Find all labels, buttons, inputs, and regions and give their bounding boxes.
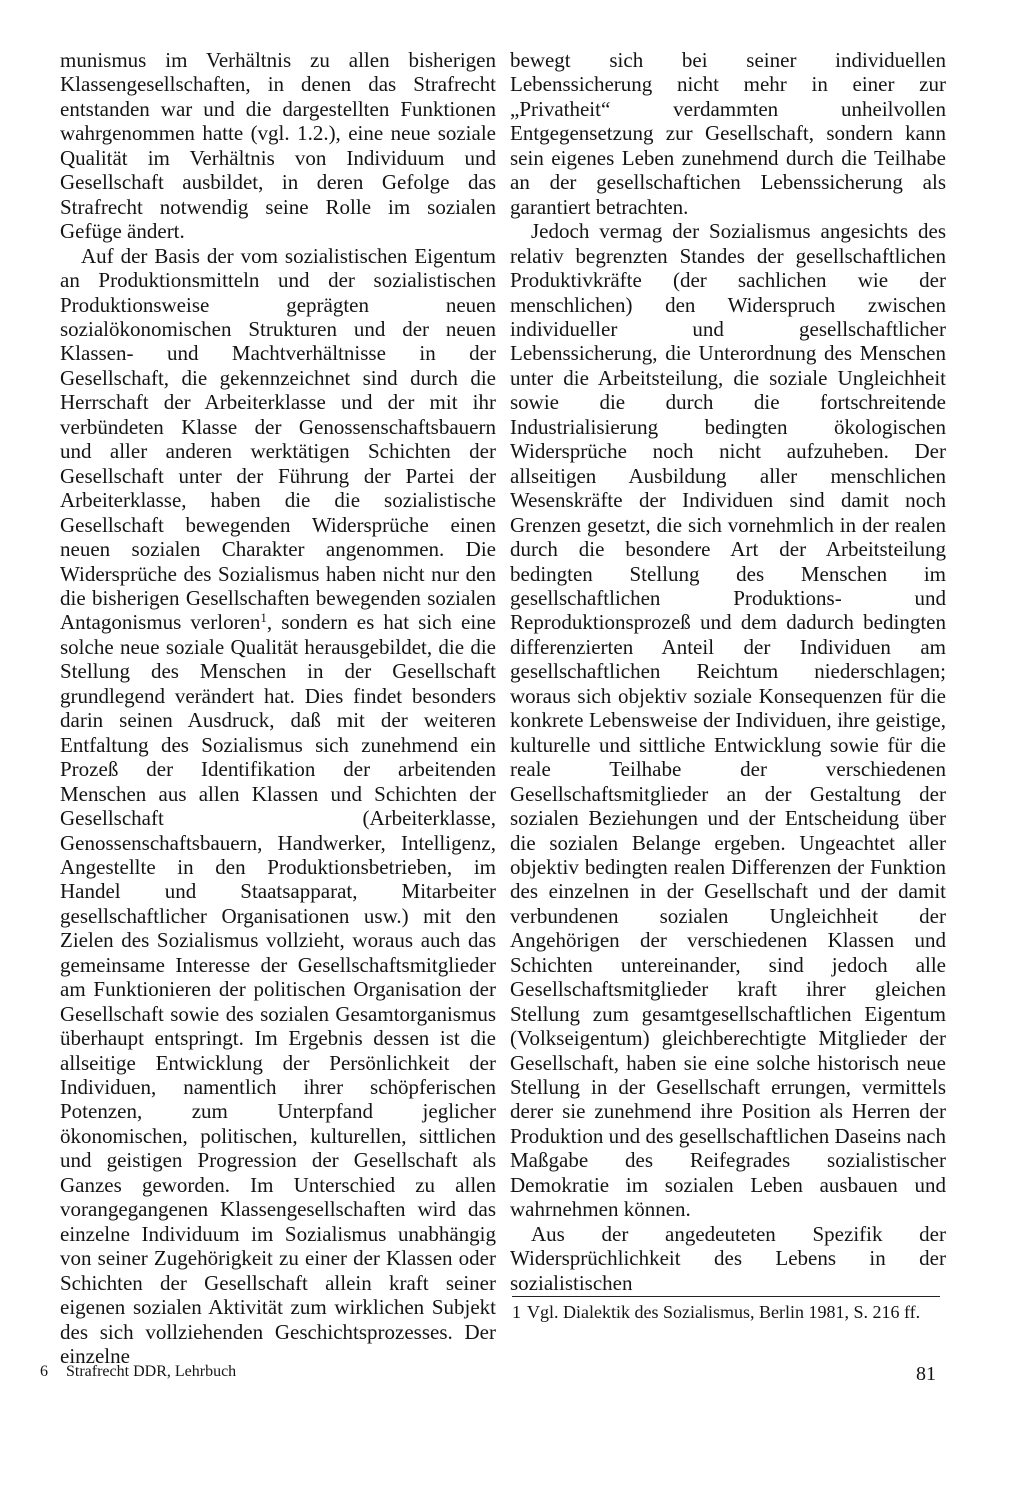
paragraph: Aus der angedeuteten Spezifik der Widersprüchlichkeit des Lebens in der sozialistischen <box>510 1221 946 1295</box>
printer-signature <box>40 1362 236 1382</box>
signature-text: Strafrecht DDR, Lehrbuch <box>66 1363 237 1380</box>
left-text-column <box>60 48 496 1368</box>
page-number: 81 <box>916 1363 936 1385</box>
footnote-marker: 1 <box>512 1302 521 1322</box>
footnote-text: Vgl. Dialektik des Sozialismus, Berlin 1981, S. 216 ff. <box>527 1302 921 1322</box>
paragraph: Jedoch vermag der Sozialismus angesichts des relativ begrenzten Standes der gesellschaftlichen Produktivkräfte (der sachlichen wie der menschlichen) den Widerspruch zwischen individueller und gesellschaftlicher Lebenssicherung, die Unterordnung des Menschen unter die Arbeitsteilung, die soziale Ungleichheit sowie die durch die fortschreitende Industrialisierung bedingten ökologischen Widersprüche noch nicht aufzuheben. Der allseitigen Ausbildung aller menschlichen Wesenskräfte der Individuen sind damit noch Grenzen gesetzt, die sich vornehmlich in der realen durch die besondere Art der Arbeitsteilung bedingten Stellung des Menschen im gesellschaftlichen Produktions- und Reproduktionsprozeß und dem dadurch bedingten differenzierten Anteil der Individuen am gesellschaftlichen Reichtum niederschlagen; woraus sich objektiv soziale Konsequenzen für die konkrete Lebensweise der Individuen, ihre geistige, kulturelle und sittliche Entwicklung sowie für die reale Teilhabe der verschiedenen Gesellschaftsmitglieder an der Gestaltung der sozialen Beziehungen und der Entscheidung über die sozialen Belange ergeben. Ungeachtet aller objektiv bedingten realen Differenzen der Funktion des einzelnen in der Gesellschaft und der damit verbundenen sozialen Ungleichheit der Angehörigen der verschiedenen Klassen und Schichten untereinander, sind jedoch alle Gesellschaftsmitglieder kraft ihrer gleichen Stellung zum gesamtgesellschaftlichen Eigentum (Volkseigentum) gleichberechtigte Mitglieder der Gesellschaft, haben sie eine solche historisch neue Stellung in der Gesellschaft errungen, vermittels derer sie zunehmend ihre Position als Herren der Produktion und des gesellschaftlichen Daseins nach Maßgabe des Reifegrades sozialistischer Demokratie im sozialen Leben ausbauen und wahrnehmen können. <box>510 219 946 1222</box>
footnote-divider <box>512 1296 940 1297</box>
right-text-column <box>510 48 946 1295</box>
paragraph-text: Auf der Basis der vom sozialistischen Eigentum an Produktionsmitteln und der sozialistischen Produktionsweise geprägten neuen sozialökonomischen Strukturen und der neuen Klassen- und Machtverhältnisse in der Gesellschaft, die gekennzeichnet sind durch die Herrschaft der Arbeiterklasse und der mit ihr verbündeten Klasse der Genossenschaftsbauern und aller anderen werktätigen Schichten der Gesellschaft unter der Führung der Partei der Arbeiterklasse, haben die die sozialistische Gesellschaft bewegenden Widersprüche einen neuen sozialen Charakter angenommen. Die Widersprüche des Sozialismus haben nicht nur den die bisherigen Gesellschaften bewegenden sozialen Antagonismus verloren <box>60 243 496 635</box>
paragraph: bewegt sich bei seiner individuellen Lebenssicherung nicht mehr in einer zur „Privatheit“ verdammten unheilvollen Entgegensetzung zur Gesellschaft, sondern kann sein eigenes Leben zunehmend durch die Teilhabe an der gesellschaftichen Lebenssicherung als garantiert betrachten. <box>510 48 946 219</box>
paragraph-text: , sondern es hat sich eine solche neue soziale Qualität herausgebildet, die die Stellung des Menschen in der Gesellschaft grundlegend verändert hat. Dies findet besonders darin seinen Ausdruck, daß mit der weiteren Entfaltung des Sozialismus sich zunehmend ein Prozeß der Identifikation der arbeitenden Menschen aus allen Klassen und Schichten der Gesellschaft (Arbeiterklasse, Genossenschaftsbauern, Handwerker, Intelligenz, Angestellte in den Produktionsbetrieben, im Handel und Staatsapparat, Mitarbeiter gesellschaftlicher Organisationen usw.) mit den Zielen des Sozialismus vollzieht, woraus auch das gemeinsame Interesse der Gesellschaftsmitglieder am Funktionieren der politischen Organisation der Gesellschaft sowie des sozialen Gesamtorganismus überhaupt entspringt. Im Ergebnis dessen ist die allseitige Entwicklung der Persönlichkeit der Individuen, namentlich ihrer schöpferischen Potenzen, zum Unterpfand jeglicher ökonomischen, politischen, kulturellen, sittlichen und geistigen Progression der Gesellschaft als Ganzes geworden. Im Unterschied zu allen vorangegangenen Klassengesellschaften wird das einzelne Individuum im Sozialismus unabhängig von seiner Zugehörigkeit zu einer der Klassen oder Schichten der Gesellschaft allein kraft seiner eigenen sozialen Aktivität zum wirklichen Subjekt des sich vollziehenden Geschichtsprozesses. Der einzelne <box>60 610 496 1369</box>
paragraph: munismus im Verhältnis zu allen bisherigen Klassengesellschaften, in denen das Strafrecht entstanden war und die dargestellten Funktionen wahrgenommen hatte (vgl. 1.2.), eine neue soziale Qualität im Verhältnis von Individuum und Gesellschaft ausbildet, in deren Gefolge das Strafrecht notwendig seine Rolle im sozialen Gefüge ändert. <box>60 48 496 244</box>
footnote <box>512 1301 942 1323</box>
paragraph <box>60 244 496 1369</box>
signature-number: 6 <box>40 1363 48 1380</box>
footnote-reference: 1 <box>260 610 267 626</box>
